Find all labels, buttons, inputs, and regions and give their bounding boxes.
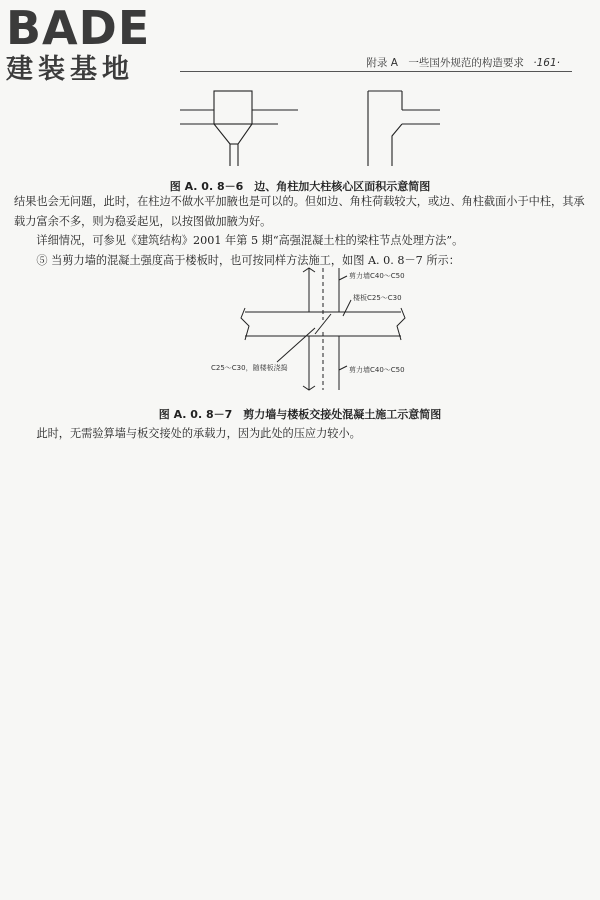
fig2-leader-wall-top <box>339 276 347 280</box>
figure1-caption: 图 A. 0. 8－6 边、角柱加大柱核心区面积示意简图 <box>169 180 431 193</box>
paragraph-1: 结果也会无问题，此时，在柱边不做水平加腋也是可以的。但如边、角柱荷载较大，或边、角柱截面小于中柱，其承载力富余不多，则为稳妥起见，以按图做加腋为好。 <box>14 195 585 228</box>
fig2-label-pour: C25～C30，随楼板浇捣 <box>211 364 288 372</box>
header-rule <box>180 71 572 72</box>
header-section: 附录 A 一些国外规范的构造要求 <box>366 57 524 69</box>
closing-paragraph: 此时，无需验算墙与板交接处的承载力，因为此处的压应力较小。 <box>36 427 361 440</box>
figure-wall-slab-diagram <box>205 266 485 396</box>
fig2-label-slab: 楼板C25～C30 <box>353 294 402 302</box>
fig1-right-haunch <box>392 124 402 166</box>
fig1-left-haunch-left <box>214 124 230 166</box>
page-number: ·161· <box>533 57 560 69</box>
fig2-label-wall-bottom: 剪力墙C40～C50 <box>349 366 405 374</box>
logo-brand: BADE <box>6 1 151 55</box>
fig2-leader-wall-bottom <box>339 366 347 370</box>
paragraph-2: 详细情况，可参见《建筑结构》2001 年第 5 期“高强混凝土柱的梁柱节点处理方法”。 <box>36 234 464 247</box>
figure2-caption: 图 A. 0. 8－7 剪力墙与楼板交接处混凝土施工示意简图 <box>158 408 442 421</box>
fig2-label-wall-top: 剪力墙C40～C50 <box>349 272 405 280</box>
figure-column-core-diagram <box>170 86 440 166</box>
bade-logo <box>6 1 186 86</box>
fig2-slab-break-left <box>241 308 249 340</box>
fig2-leader-slab <box>343 300 351 316</box>
paragraph-3: ⑤ 当剪力墙的混凝土强度高于楼板时，也可按同样方法施工，如图 A. 0. 8－7 所示： <box>36 254 460 267</box>
fig1-left-haunch-right <box>238 124 252 166</box>
running-header <box>366 55 560 70</box>
logo-subtitle: 建装基地 <box>6 54 134 85</box>
fig2-slab-break-right <box>397 308 405 340</box>
fig1-left-core <box>214 91 252 124</box>
